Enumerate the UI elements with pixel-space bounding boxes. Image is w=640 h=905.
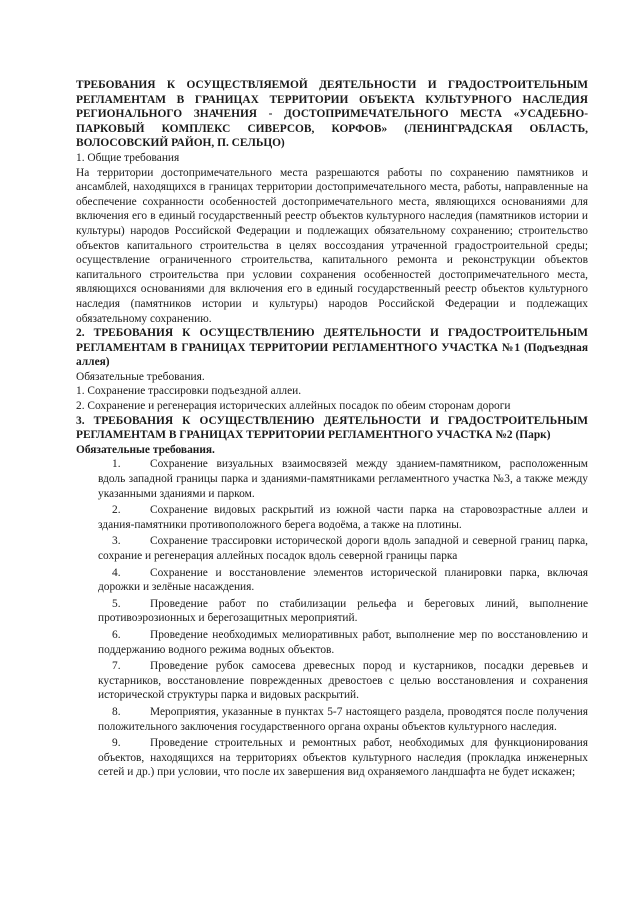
section3-heading: 3. ТРЕБОВАНИЯ К ОСУЩЕСТВЛЕНИЮ ДЕЯТЕЛЬНОСТИ И ГРАДОСТРОИТЕЛЬНЫМ РЕГЛАМЕНТАМ В ГРАНИЦАХ ТЕРРИТОРИИ РЕГЛАМЕНТНОГО УЧАСТКА №2 (Парк) xyxy=(76,414,588,442)
section3-subheading: Обязательные требования. xyxy=(76,443,215,456)
section2-subheading: Обязательные требования. xyxy=(76,370,205,383)
list-item-text: Сохранение трассировки исторической дороги вдоль западной и северной границ парка, сохрание и регенерация аллейных посадок вдоль северной границы парка xyxy=(98,535,588,562)
list-item-text: Проведение рубок самосева древесных пород и кустарников, посадки деревьев и кустарников, восстановление поврежденных древостоев с целью восстановления и сохранения исторической структуры парка и видовых раскрытий. xyxy=(98,660,588,702)
list-item-text: Проведение работ по стабилизации рельефа и береговых линий, выполнение противоэрозионных и берегозащитных мероприятий. xyxy=(98,597,588,625)
section3-list xyxy=(76,457,588,779)
list-item-text: Проведение строительных и ремонтных работ, необходимых для функционирования объектов, находящихся на территориях объектов культурного наследия (прокладка инженерных сетей и др.) при условии, что после их завершения вид охраняемого ландшафта не будет искажен; xyxy=(98,737,588,779)
list-item xyxy=(76,705,588,734)
list-item xyxy=(76,659,588,703)
list-item-number: 9. xyxy=(112,737,121,750)
section2-heading: 2. ТРЕБОВАНИЯ К ОСУЩЕСТВЛЕНИЮ ДЕЯТЕЛЬНОСТИ И ГРАДОСТРОИТЕЛЬНЫМ РЕГЛАМЕНТАМ В ГРАНИЦАХ ТЕРРИТОРИИ РЕГЛАМЕНТНОГО УЧАСТКА №1 (Подъездная аллея) xyxy=(76,327,588,369)
list-item xyxy=(76,628,588,657)
document-title: ТРЕБОВАНИЯ К ОСУЩЕСТВЛЯЕМОЙ ДЕЯТЕЛЬНОСТИ И ГРАДОСТРОИТЕЛЬНЫМ РЕГЛАМЕНТАМ В ГРАНИЦАХ ТЕРРИТОРИИ ОБЪЕКТА КУЛЬТУРНОГО НАСЛЕДИЯ РЕГИОНАЛЬНОГО ЗНАЧЕНИЯ - ДОСТОПРИМЕЧАТЕЛЬНОГО МЕСТА «УСАДЕБНО-ПАРКОВЫЙ КОМПЛЕКС СИВЕРСОВ, КОРФОВ» (ЛЕНИНГРАДСКАЯ ОБЛАСТЬ, ВОЛОСОВСКИЙ РАЙОН, П. СЕЛЬЦО) xyxy=(76,79,588,150)
list-item xyxy=(76,503,588,532)
list-item-number: 6. xyxy=(112,628,121,641)
list-item xyxy=(76,736,588,780)
list-item xyxy=(76,597,588,626)
list-item-text: Мероприятия, указанные в пунктах 5-7 настоящего раздела, проводятся после получения положительного заключения государственного органа охраны объектов культурного наследия. xyxy=(98,705,588,733)
list-item xyxy=(76,566,588,595)
list-item-text: Сохранение и восстановление элементов исторической планировки парка, включая дорожки и зелёные насаждения. xyxy=(98,566,588,594)
list-item-number: 2. xyxy=(112,504,121,517)
list-item-text: Сохранение видовых раскрытий из южной части парка на старовозрастные аллеи и здания-памятники противоположного берега водоёма, а также на плотины. xyxy=(98,504,588,531)
list-item xyxy=(76,457,588,501)
list-item xyxy=(76,534,588,563)
list-item-number: 7. xyxy=(112,660,121,673)
section1-heading: 1. Общие требования xyxy=(76,151,180,164)
list-item-number: 8. xyxy=(112,705,121,718)
section2-item: 2. Сохранение и регенерация исторических аллейных посадок по обеим сторонам дороги xyxy=(76,400,511,413)
list-item-number: 3. xyxy=(112,535,121,548)
section1-text: На территории достопримечательного места разрешаются работы по сохранению памятников и ансамблей, находящихся в границах территории достопримечательного места, работы, направленные на обеспечение сохранности особенностей достопримечательного места, являющихся основаниями для включения его в единый государственный реестр объектов культурного наследия (памятников истории и культуры) народов Российской Федерации и подлежащих обязательному сохранению; строительство объектов капитального строительства в целях воссоздания утраченной градостроительной среды; осуществление ограниченного строительства, капитального ремонта и реконструкции объектов капитального строительства при условии сохранения особенностей достопримечательного места, являющихся основаниями для включения его в единый государственный реестр объектов культурного наследия (памятников истории и культуры) народов Российской Федерации и подлежащих обязательному сохранению. xyxy=(76,166,588,325)
list-item-number: 5. xyxy=(112,597,121,610)
list-item-number: 1. xyxy=(112,458,121,471)
section2-item: 1. Сохранение трассировки подъездной аллеи. xyxy=(76,385,302,398)
list-item-text: Сохранение визуальных взаимосвязей между зданием-памятником, расположенным вдоль западной границы парка и зданиями-памятниками регламентного участка №3, а также между указанными зданиями и парком. xyxy=(98,458,588,500)
list-item-number: 4. xyxy=(112,566,121,579)
list-item-text: Проведение необходимых мелиоративных работ, выполнение мер по восстановлению и поддержанию водного режима водных объектов. xyxy=(98,628,588,656)
